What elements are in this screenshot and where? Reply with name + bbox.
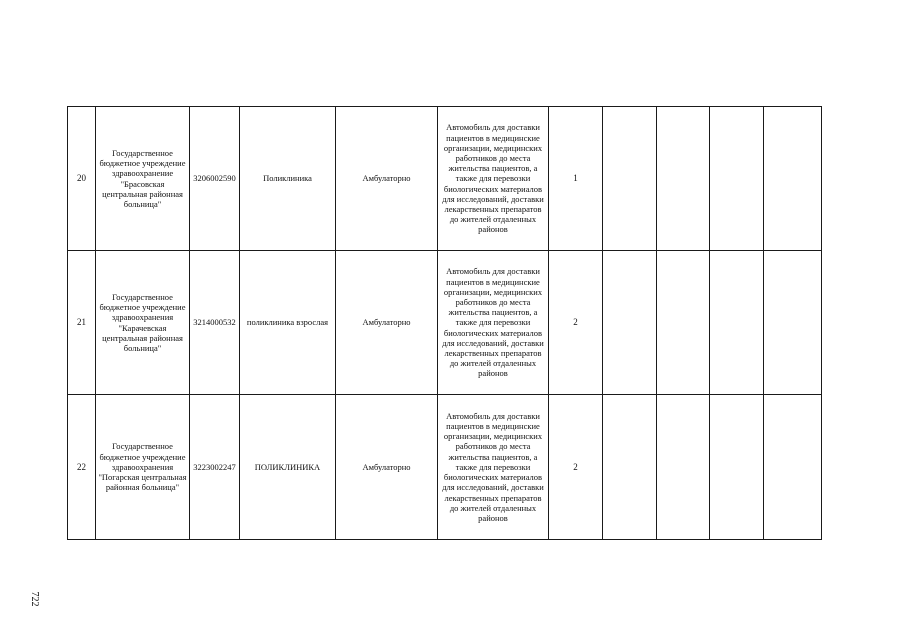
department-name: поликлиника взрослая: [240, 251, 336, 395]
empty-cell: [657, 395, 710, 540]
vehicle-allocation-table: [67, 106, 822, 540]
vehicle-purpose: Автомобиль для доставки пациентов в медицинские организации, медицинских работников до места жительства пациентов, а также для перевозки биологических материалов для исследований, доставки лекарственных препаратов до жителей отдаленных районов: [438, 395, 549, 540]
page-number: 722: [29, 591, 40, 607]
row-number: 22: [68, 395, 96, 540]
care-type: Амбулаторно: [336, 251, 438, 395]
row-number: 21: [68, 251, 96, 395]
organization-inn: 3206002590: [190, 107, 240, 251]
empty-cell: [764, 395, 822, 540]
table-row: [68, 395, 822, 540]
table-row: [68, 107, 822, 251]
vehicle-quantity: 1: [549, 107, 603, 251]
organization-inn: 3214000532: [190, 251, 240, 395]
empty-cell: [764, 251, 822, 395]
organization-name: Государственное бюджетное учреждение здравоохранения "Погарская центральная районная больница": [96, 395, 190, 540]
row-number: 20: [68, 107, 96, 251]
empty-cell: [710, 107, 764, 251]
department-name: ПОЛИКЛИНИКА: [240, 395, 336, 540]
department-name: Поликлиника: [240, 107, 336, 251]
empty-cell: [710, 395, 764, 540]
vehicle-quantity: 2: [549, 395, 603, 540]
empty-cell: [657, 251, 710, 395]
vehicle-quantity: 2: [549, 251, 603, 395]
organization-inn: 3223002247: [190, 395, 240, 540]
organization-name: Государственное бюджетное учреждение здравоохранение "Брасовская центральная районная больница": [96, 107, 190, 251]
organization-name: Государственное бюджетное учреждение здравоохранения "Карачевская центральная районная больница": [96, 251, 190, 395]
care-type: Амбулаторно: [336, 395, 438, 540]
table-body: [68, 107, 822, 540]
empty-cell: [764, 107, 822, 251]
table-row: [68, 251, 822, 395]
empty-cell: [603, 107, 657, 251]
care-type: Амбулаторно: [336, 107, 438, 251]
empty-cell: [603, 395, 657, 540]
empty-cell: [710, 251, 764, 395]
empty-cell: [603, 251, 657, 395]
empty-cell: [657, 107, 710, 251]
vehicle-purpose: Автомобиль для доставки пациентов в медицинские организации, медицинских работников до места жительства пациентов, а также для перевозки биологических материалов для исследований, доставки лекарственных препаратов до жителей отдаленных районов: [438, 251, 549, 395]
vehicle-purpose: Автомобиль для доставки пациентов в медицинские организации, медицинских работников до места жительства пациентов, а также для перевозки биологических материалов для исследований, доставки лекарственных препаратов до жителей отдаленных районов: [438, 107, 549, 251]
